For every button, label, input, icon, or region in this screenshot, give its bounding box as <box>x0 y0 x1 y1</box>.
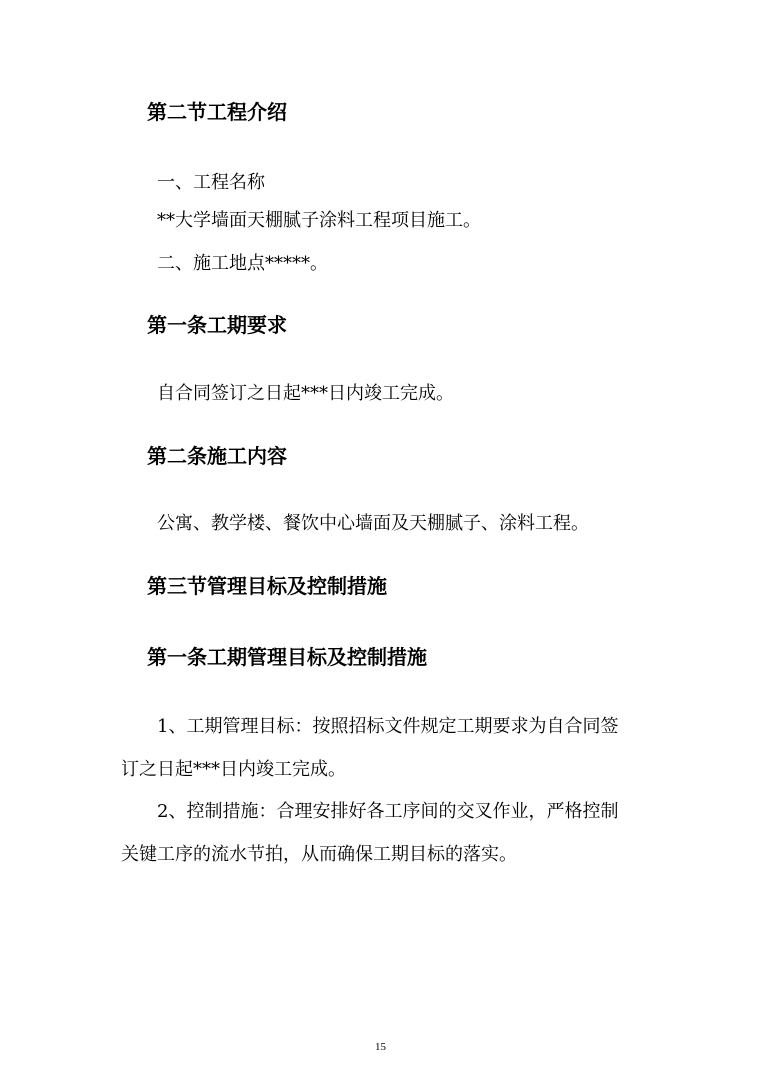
project-name-label: 一、工程名称 <box>157 172 265 193</box>
construction-location-text: 二、施工地点*****。 <box>157 253 328 274</box>
section-2-heading: 第二节工程介绍 <box>147 100 287 124</box>
paragraph-2-line-1: 2、控制措施：合理安排好各工序间的交叉作业，严格控制 <box>157 801 619 822</box>
paragraph-1-line-2: 订之日起***日内竣工完成。 <box>121 759 346 780</box>
section-3-heading: 第三节管理目标及控制措施 <box>147 574 387 598</box>
paragraph-1-line-1: 1、工期管理目标：按照招标文件规定工期要求为自合同签 <box>157 716 619 737</box>
section-3-article-1-heading: 第一条工期管理目标及控制措施 <box>147 645 427 669</box>
paragraph-2-line-2: 关键工序的流水节拍，从而确保工期目标的落实。 <box>121 844 517 865</box>
article-2-text: 公寓、教学楼、餐饮中心墙面及天棚腻子、涂料工程。 <box>157 513 589 534</box>
article-1-heading: 第一条工期要求 <box>147 313 287 337</box>
page-number: 15 <box>375 1041 386 1053</box>
article-1-text: 自合同签订之日起***日内竣工完成。 <box>157 383 454 404</box>
project-name-text: **大学墙面天棚腻子涂料工程项目施工。 <box>157 210 481 231</box>
article-2-heading: 第二条施工内容 <box>147 444 287 468</box>
